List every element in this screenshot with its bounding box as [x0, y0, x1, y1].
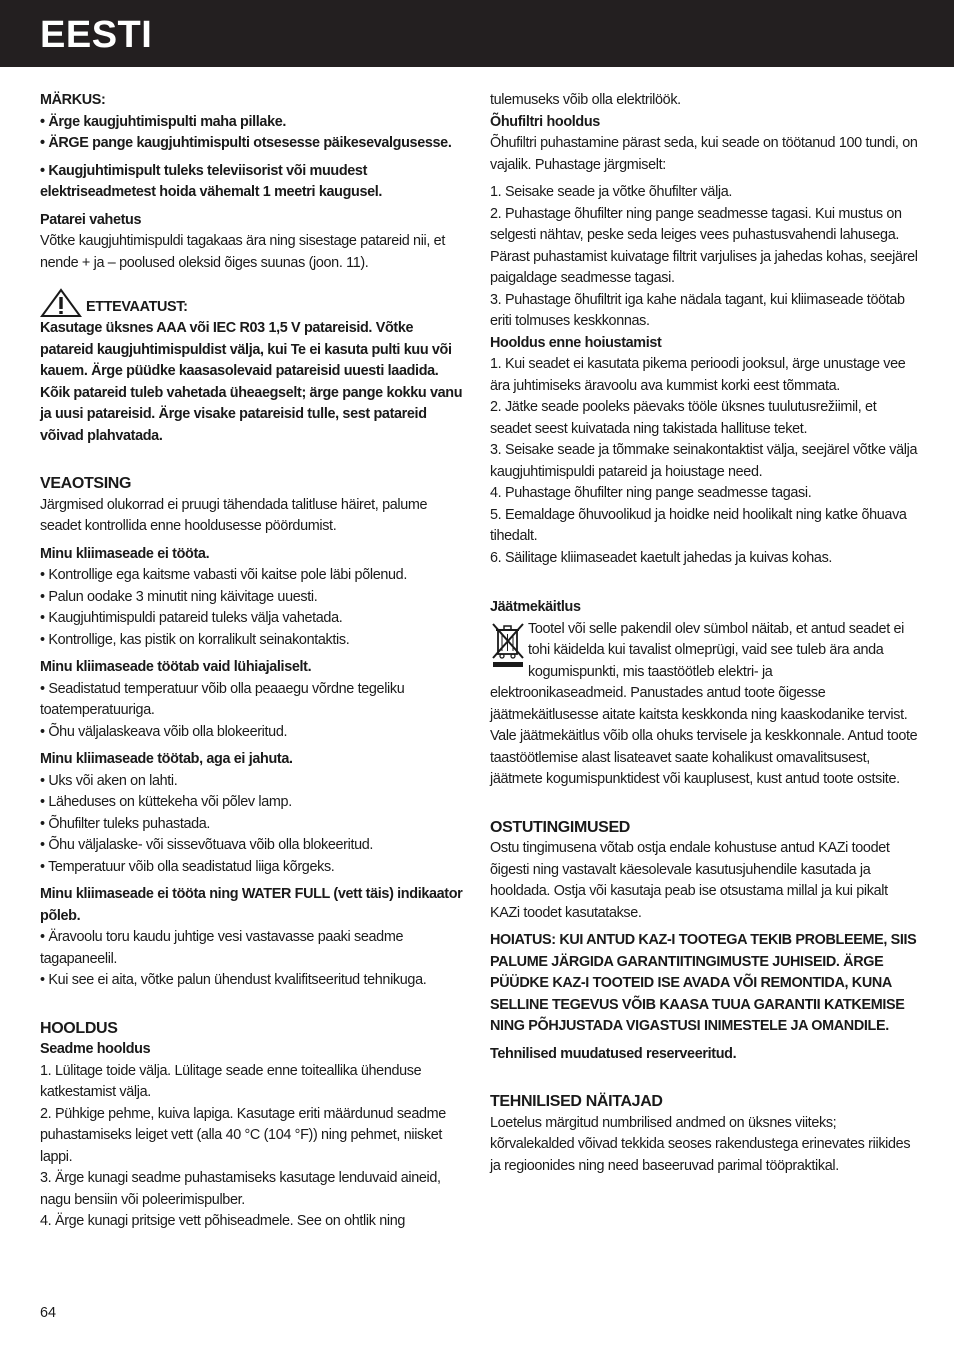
continued-text: tulemuseks võib olla elektrilöök. [490, 92, 681, 108]
problem-title: Minu kliimaseade ei tööta ning WATER FULL (vett täis) indikaator põleb. [40, 886, 463, 924]
list-item: • Kaugjuhtimispuldi patareid tuleks välja vahetada. [40, 610, 343, 626]
list-item: • Temperatuur võib olla seadistatud liiga kõrgeks. [40, 858, 335, 875]
note-title: MÄRKUS: [40, 92, 106, 108]
problem-title: Minu kliimaseade töötab, aga ei jahuta. [40, 751, 293, 767]
waste-text: Tootel või selle pakendil olev sümbol näitab, et antud seadet ei tohi käidelda kui tavalist olmeprügi, vaid see tuleb ära anda kogumispunkti, mis taastöötleb elektri- ja [528, 620, 904, 680]
purchase-text: Ostu tingimusena võtab ostja endale kohustuse antud KAZi toodet õigesti ning vastavalt käesolevale kasutusjuhendile kasutada ja hooldada. Ostja või kasutaja peab ise otsustama millal ja kui pikalt KAZi toodet kasutatakse. [490, 840, 890, 921]
list-item: 5. Eemaldage õhuvoolikud ja hoidke neid hoolikalt ning katke õhuava tihedalt. [490, 506, 907, 544]
list-item: 1. Seisake seade ja võtke õhufilter välja. [490, 184, 733, 200]
list-item: • Õhu väljalaskeava võib olla blokeeritud. [40, 723, 288, 740]
filter-intro: Õhufiltri puhastamine pärast seda, kui seade on töötanud 100 tundi, on vajalik. Puhastage järgmiselt: [490, 135, 918, 173]
list-item: 4. Ärge kunagi pritsige vett põhiseadmele. See on ohtlik ning [40, 1213, 406, 1229]
warning-triangle-icon [40, 288, 82, 318]
device-care-title: Seadme hooldus [40, 1041, 151, 1057]
list-item: 2. Puhastage õhufilter ning pange seadmesse tagasi. Kui mustus on selgesti nähtav, peske seda leiges vees puhastusvahendi lahusega. Pärast puhastamist kuivatage filtrit varjulises ja jahedas kohas, seejärel paigaldage seadmesse tagasi. [490, 205, 918, 286]
caution-title: ETTEVAATUST: [86, 298, 188, 315]
waste-text-continued: elektroonikaseadmeid. Panustades antud toote õigesse jäätmekäitlusesse aitate kaitsta keskkonda ning kaaskodanike tervist. Vale jäätmekäitlus võib olla ohuks tervisele ja keskkonnale. Antud toote taastöötlemise alast lisateavet saate kohalikust omavalitsusest, jäätmete kogumispunktidest või kauplusest, kust antud toote ostsite. [490, 685, 918, 787]
list-item: • Õhu väljalaske- või sissevõtuava võib olla blokeeritud. [40, 837, 374, 853]
maintenance-title: HOOLDUS [40, 1019, 118, 1037]
list-item: 3. Puhastage õhufiltrit iga kahe nädala tagant, kui kliimaseade töötab eriti tolmuses keskkonnas. [490, 291, 905, 329]
right-column [490, 90, 918, 1177]
list-item: 1. Kui seadet ei kasutata pikema perioodi jooksul, ärge unustage vee ära juhtimiseks äravoolu ava kummist korki eest tõmmata. [490, 356, 906, 394]
list-item: • Kontrollige, kas pistik on korralikult seinakontaktis. [40, 631, 350, 648]
list-item: • Palun oodake 3 minutit ning käivitage uuesti. [40, 588, 318, 605]
header-bar [0, 0, 954, 67]
page-number: 64 [40, 1305, 57, 1321]
waste-block [490, 619, 918, 684]
list-item: • Seadistatud temperatuur võib olla peaaegu võrdne tegeliku toatemperatuuriga. [40, 680, 405, 718]
battery-text: Võtke kaugjuhtimispuldi tagakaas ära ning sisestage patareid nii, et nende + ja – poolused oleksid õiges suunas (joon. 11). [40, 233, 445, 271]
note-item: • Kaugjuhtimispult tuleks televiisorist või muudest elektriseadmetest hoida vähemalt 1 meetri kaugusel. [40, 162, 383, 200]
troubleshooting-intro: Järgmised olukorrad ei pruugi tähendada talitluse häiret, palume seadet kontrollida enne hooldusesse pöördumist. [40, 496, 428, 534]
list-item: • Kontrollige ega kaitsme vabasti või kaitse pole läbi põlenud. [40, 567, 407, 583]
page-title: EESTI [40, 14, 153, 56]
storage-title: Hooldus enne hoiustamist [490, 334, 662, 351]
note-item: • ÄRGE pange kaugjuhtimispulti otsesesse päikesevalgusesse. [40, 135, 452, 151]
list-item: • Äravoolu toru kaudu juhtige vesi vastavasse paaki seadme tagapaneelil. [40, 929, 404, 967]
list-item: 6. Säilitage kliimaseadet kaetult jahedas ja kuivas kohas. [490, 549, 833, 566]
problem-title: Minu kliimaseade ei tööta. [40, 545, 210, 562]
list-item: • Uks või aken on lahti. [40, 772, 178, 789]
list-item: 2. Jätke seade pooleks päevaks tööle üksnes tuulutusrežiimil, et seadet seest kuivatada ning takistada hallituse teket. [490, 399, 877, 437]
list-item: 2. Pühkige pehme, kuiva lapiga. Kasutage eriti määrdunud seadme puhastamiseks leiget vett (alla 40 °C (104 °F)) ning pehmet, niisket lappi. [40, 1105, 446, 1165]
warranty-warning: HOIATUS: KUI ANTUD KAZ-I TOOTEGA TEKIB PROBLEEME, SIIS PALUME JÄRGIDA GARANTIITINGIMUSTE JUHISEID. ÄRGE PÜÜDKE KAZ-I TOOTEID ISE AVADA VÕI REMONTIDA, KUNA SELLINE TEGEVUS VÕIB KAASA TUUA GARANTII KATKEMISE NING PÕHJUSTADA VIGASTUSI INIMESTELE JA OMANDILE. [490, 932, 917, 1034]
waste-title: Jäätmekäitlus [490, 599, 581, 615]
troubleshooting-title: VEAOTSING [40, 475, 132, 492]
list-item: 3. Seisake seade ja tõmmake seinakontaktist välja, seejärel võtke välja kaugjuhtimispuldi patareid ja hoiustage need. [490, 442, 918, 480]
battery-title: Patarei vahetus [40, 211, 142, 228]
tech-title: TEHNILISED NÄITAJAD [490, 1093, 663, 1110]
list-item: • Läheduses on küttekeha või põlev lamp. [40, 794, 292, 810]
list-item: 1. Lülitage toide välja. Lülitage seade enne toiteallika ühenduse katkestamist välja. [40, 1062, 422, 1100]
reserved-note: Tehnilised muudatused reserveeritud. [490, 1045, 737, 1062]
list-item: 4. Puhastage õhufilter ning pange seadmesse tagasi. [490, 485, 812, 501]
list-item: • Kui see ei aita, võtke palun ühendust kvalifitseeritud tehnikuga. [40, 972, 427, 988]
left-column [40, 90, 468, 1233]
purchase-title: OSTUTINGIMUSED [490, 818, 630, 836]
problem-title: Minu kliimaseade töötab vaid lühiajaliselt. [40, 659, 312, 675]
crossed-bin-icon [490, 621, 526, 669]
list-item: • Õhufilter tuleks puhastada. [40, 815, 211, 832]
note-item: • Ärge kaugjuhtimispulti maha pillake. [40, 113, 287, 130]
tech-text: Loetelus märgitud numbrilised andmed on üksnes viiteks; kõrvalekalded võivad tekkida seoses rakendustega erinevates riikides ja regioonides ning need baseeruvad parimal tööpraktikal. [490, 1114, 911, 1174]
caution-heading [40, 288, 468, 318]
filter-title: Õhufiltri hooldus [490, 113, 600, 130]
list-item: 3. Ärge kunagi seadme puhastamiseks kasutage lenduvaid aineid, nagu bensiin või poleerimispulber. [40, 1170, 441, 1208]
caution-text: Kasutage üksnes AAA või IEC R03 1,5 V patareisid. Võtke patareid kaugjuhtimispuldist välja, kui Te ei kasuta pulti kuu või kauem. Ärge püüdke kaasasolevaid patareisid uuesti laadida. Kõik patareid tuleb vahetada üheaegselt; ärge pange kokku vanu ja uusi patareisid. Ärge visake patareisid tulle, sest patareid võivad plahvatada. [40, 320, 463, 444]
